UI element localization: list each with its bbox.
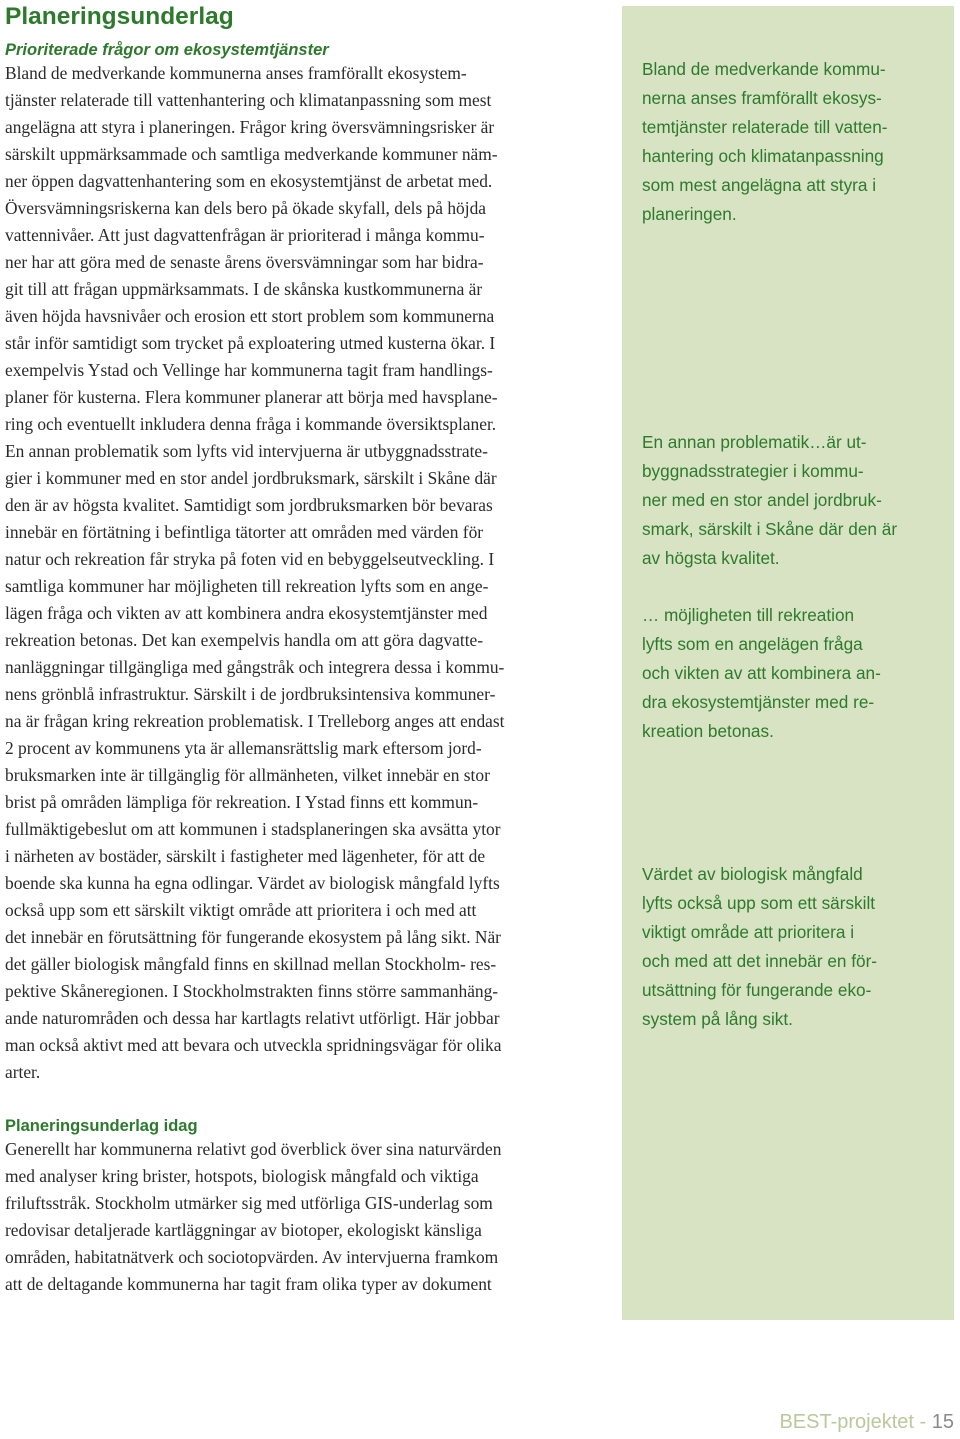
section-heading-planeringsunderlag-idag: Planeringsunderlag idag (5, 1117, 198, 1135)
page-title: Planeringsunderlag (5, 3, 234, 30)
section-body-prioriterade: Bland de medverkande kommunerna anses framförallt ekosystem- tjänster relaterade till vattenhantering och klimatanpassning som mest angelägna att styra i planeringen. Frågor kring översvämningsrisker är särskilt uppmärksammade och samtliga medverkande kommuner näm- ner öppen dagvattenhantering som en ekosystemtjänst de arbetat med. Översvämningsriskerna kan dels bero på ökade skyfall, dels på höjda vattennivåer. Att just dagvattenfrågan är prioriterad i många kommu- ner har att göra med de senaste årens översvämningar som har bidra- git till att frågan uppmärksammats. I de skånska kustkommunerna är även höjda havsnivåer och erosion ett stort problem som kommunerna står inför samtidigt som trycket på exploatering utmed kusterna ökar. I exempelvis Ystad och Vellinge har kommunerna tagit fram handlings- planer för kusterna. Flera kommuner planerar att börja med havsplane- ring och eventuellt inkludera denna fråga i kommande översiktsplaner. En annan problematik som lyfts vid intervjuerna är utbyggnadsstrate- gier i kommuner med en stor andel jordbruksmark, särskilt i Skåne där den är av högsta kvalitet. Samtidigt som jordbruksmarken bör bevaras innebär en förtätning i befintliga tätorter att områden med värden för natur och rekreation får stryka på foten vid en bebyggelseutveckling. I samtliga kommuner har möjligheten till rekreation lyfts som en ange- lägen fråga och vikten av att kombinera andra ekosystemtjänster med rekreation betonas. Det kan exempelvis handla om att göra dagvatte- nanläggningar tillgängliga med gångstråk och integrera dessa i kommu- nens grönblå infrastruktur. Särskilt i de jordbruksintensiva kommuner- na är frågan kring rekreation problematisk. I Trelleborg anges att endast 2 procent av kommunens yta är allemansrättslig mark eftersom jord- bruksmarken inte är tillgänglig för allmänheten, vilket innebär en stor brist på områden lämpliga för rekreation. I Ystad finns ett kommun- fullmäktigebeslut om att kommunen i stadsplaneringen ska avsätta ytor i närheten av bostäder, särskilt i fastigheter med lägenheter, för att de boende ska kunna ha egna odlingar. Värdet av biologisk mångfald lyfts också upp som ett särskilt viktigt område att prioritera i och med att det innebär en förutsättning för fungerande ekosystem på lång sikt. När det gäller biologisk mångfald finns en skillnad mellan Stockholm- res- pektive Skåneregionen. I Stockholmstrakten finns större sammanhäng- ande naturområden och dessa har kartlagts relativt utförligt. Här jobbar man också aktivt med att bevara och utveckla spridningsvägar för olika arter. (5, 63, 505, 1082)
page-number: 15 (931, 1411, 954, 1433)
page-footer (779, 1411, 954, 1434)
footer-separator: - (913, 1411, 932, 1433)
main-column (5, 0, 577, 1086)
pull-quote-4: Värdet av biologisk mångfald lyfts också upp som ett särskilt viktigt område att prioritera i och med att det innebär en för- utsättning för fungerande eko- system på lång sikt. (642, 864, 878, 1029)
sidebar-pull-quotes (622, 6, 954, 1320)
pull-quote-2: En annan problematik…är ut- byggnadsstrategier i kommu- ner med en stor andel jordbruk- smark, särskilt i Skåne där den är av högsta kvalitet. (642, 432, 898, 568)
pull-quote-3: … möjligheten till rekreation lyfts som en angelägen fråga och vikten av att kombinera an- dra ekosystemtjänster med re- kreation betonas. (642, 605, 881, 741)
section-planeringsunderlag-idag (5, 1116, 595, 1298)
section-heading-prioriterade: Prioriterade frågor om ekosystemtjänster (5, 41, 329, 59)
pull-quote-1: Bland de medverkande kommu- nerna anses framförallt ekosys- temtjänster relaterade till vatten- hantering och klimatanpassning som mest angelägna att styra i planeringen. (642, 59, 888, 224)
section-body-planeringsunderlag-idag: Generellt har kommunerna relativt god överblick över sina naturvärden med analyser kring brister, hotspots, biologisk mångfald och viktiga friluftsstråk. Stockholm utmärker sig med utförliga GIS-underlag som redovisar detaljerade kartläggningar av biotoper, ekologiskt känsliga områden, habitatnätverk och sociotopvärden. Av intervjuerna framkom att de deltagande kommunerna har tagit fram olika typer av dokument (5, 1139, 502, 1294)
footer-brand: BEST-projektet (779, 1411, 914, 1433)
